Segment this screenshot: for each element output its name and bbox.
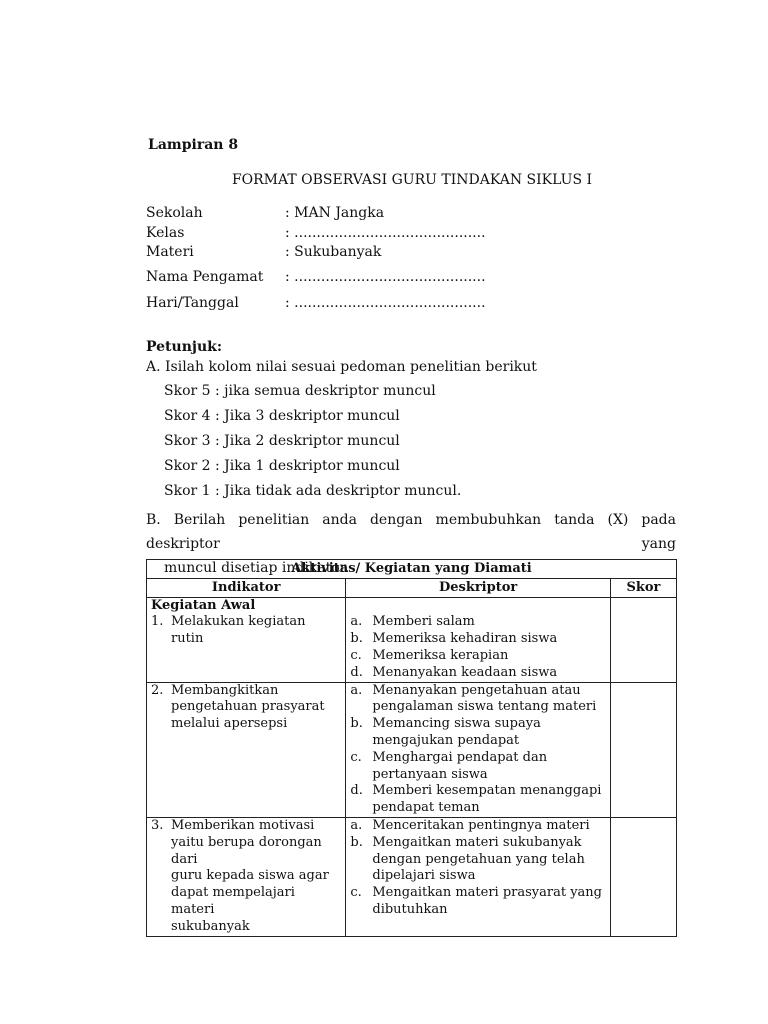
- header-skor: Skor: [610, 578, 676, 597]
- deskriptor-item: d. Memberi kesempatan menanggapi pendapat teman: [350, 783, 602, 816]
- identity-value-tanggal: : ...........................................: [285, 295, 486, 311]
- identity-value-kelas: : ...........................................: [285, 225, 486, 241]
- indikator-number: 3.: [151, 817, 164, 833]
- skor-item: Skor 4 : Jika 3 deskriptor muncul: [164, 408, 400, 424]
- petunjuk-heading: Petunjuk:: [146, 339, 222, 355]
- deskriptor-item: b. Mengaitkan materi sukubanyak dengan pengetahuan yang telah dipelajari siswa: [350, 834, 585, 884]
- identity-label-sekolah: Sekolah: [146, 205, 203, 221]
- deskriptor-list: [350, 614, 605, 681]
- indikator-cell: [147, 817, 346, 936]
- deskriptor-list: [350, 683, 605, 817]
- identity-label-materi: Materi: [146, 244, 194, 260]
- skor-item: Skor 1 : Jika tidak ada deskriptor muncul.: [164, 483, 462, 499]
- deskriptor-item: c. Menghargai pendapat dan pertanyaan siswa: [350, 749, 548, 782]
- deskriptor-list: [350, 818, 605, 919]
- identity-value-pengamat: : ...........................................: [285, 269, 486, 285]
- table-title-row: [147, 560, 677, 579]
- instruction-b-line2: muncul disetiap indikator.: [164, 560, 350, 576]
- skor-item: Skor 3 : Jika 2 deskriptor muncul: [164, 433, 400, 449]
- skor-cell[interactable]: [610, 817, 676, 936]
- identity-label-tanggal: Hari/Tanggal: [146, 295, 239, 311]
- deskriptor-cell: [346, 597, 610, 682]
- deskriptor-item: a. Menceritakan pentingnya materi: [350, 817, 590, 833]
- indikator-number: 1.: [151, 614, 164, 630]
- indikator-cell: [147, 597, 346, 682]
- indikator-text: Memberikan motivasi yaitu berupa dorongan dari guru kepada siswa agar dapat mempelajari materi sukubanyak: [171, 817, 329, 934]
- header-indikator: Indikator: [147, 578, 346, 597]
- indikator-item: [151, 683, 341, 733]
- deskriptor-item: b. Memancing siswa supaya mengajukan pendapat: [350, 716, 541, 748]
- deskriptor-item: c. Mengaitkan materi prasyarat yang dibutuhkan: [350, 885, 603, 917]
- table-header-row: [147, 578, 677, 597]
- instruction-b-line1: B. Berilah penelitian anda dengan membubuhkan tanda (X) pada deskriptor yang: [146, 512, 676, 552]
- deskriptor-cell: [346, 682, 610, 817]
- observation-table: [146, 559, 677, 937]
- table-row: [147, 682, 677, 817]
- skor-item: Skor 5 : jika semua deskriptor muncul: [164, 383, 436, 399]
- table-title: Aktivitas/ Kegiatan yang Diamati: [147, 560, 677, 579]
- instruction-a: A. Isilah kolom nilai sesuai pedoman penelitian berikut: [146, 359, 537, 375]
- deskriptor-item: d. Menanyakan keadaan siswa: [350, 664, 558, 680]
- indikator-text: Membangkitkan pengetahuan prasyarat melalui apersepsi: [171, 682, 325, 732]
- indikator-number: 2.: [151, 682, 164, 698]
- skor-item: Skor 2 : Jika 1 deskriptor muncul: [164, 458, 400, 474]
- deskriptor-item: b. Memeriksa kehadiran siswa: [350, 631, 558, 647]
- deskriptor-cell: [346, 817, 610, 936]
- identity-label-pengamat: Nama Pengamat: [146, 269, 264, 285]
- skor-cell[interactable]: [610, 597, 676, 682]
- section-heading: Kegiatan Awal: [151, 597, 256, 613]
- identity-value-materi: : Sukubanyak: [285, 244, 382, 260]
- indikator-item: [151, 614, 341, 648]
- deskriptor-item: a. Memberi salam: [350, 614, 475, 630]
- header-deskriptor: Deskriptor: [346, 578, 610, 597]
- document-title: FORMAT OBSERVASI GURU TINDAKAN SIKLUS I: [231, 172, 593, 188]
- table-row: [147, 597, 677, 682]
- identity-label-kelas: Kelas: [146, 225, 185, 241]
- indikator-item: [151, 818, 341, 936]
- indikator-cell: [147, 682, 346, 817]
- indikator-text: Melakukan kegiatan rutin: [171, 614, 306, 647]
- deskriptor-item: c. Memeriksa kerapian: [350, 647, 509, 663]
- identity-value-sekolah: : MAN Jangka: [285, 205, 385, 221]
- table-row: [147, 817, 677, 936]
- deskriptor-item: a. Menanyakan pengetahuan atau pengalaman siswa tentang materi: [350, 682, 597, 715]
- lampiran-label: Lampiran 8: [148, 137, 239, 153]
- skor-cell[interactable]: [610, 682, 676, 817]
